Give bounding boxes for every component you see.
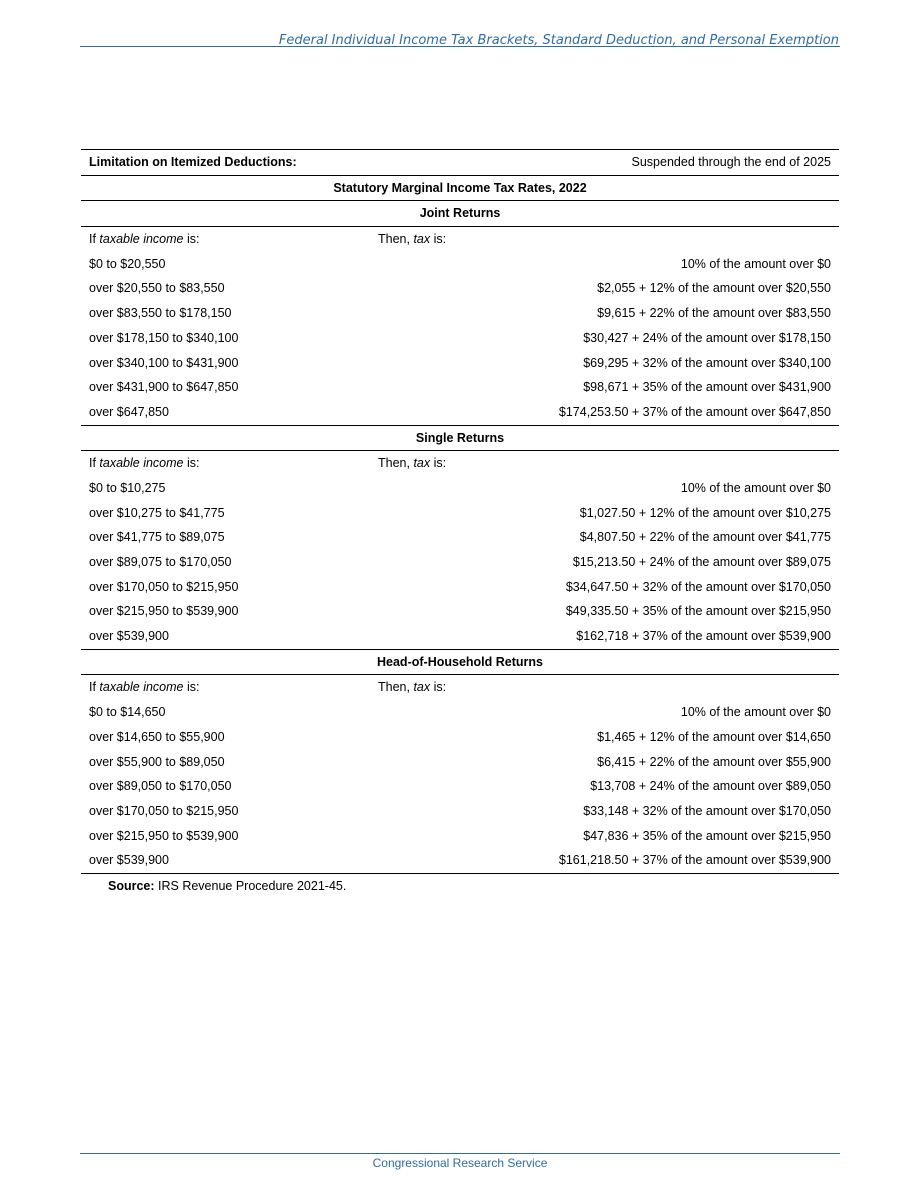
tax-amount: $2,055 + 12% of the amount over $20,550 xyxy=(597,281,831,296)
table-row xyxy=(81,848,839,874)
rates-title: Statutory Marginal Income Tax Rates, 2022 xyxy=(333,180,587,195)
tax-amount: $161,218.50 + 37% of the amount over $539,900 xyxy=(558,853,831,868)
header-italic: tax xyxy=(413,680,431,695)
column-header-row xyxy=(81,226,839,252)
income-range: over $340,100 to $431,900 xyxy=(89,355,239,370)
section-title-row xyxy=(81,200,839,226)
tax-amount: $30,427 + 24% of the amount over $178,150 xyxy=(583,330,831,345)
table-row xyxy=(81,550,839,575)
column-header-row xyxy=(81,674,839,700)
header-text: Then, xyxy=(378,232,414,247)
limitation-value: Suspended through the end of 2025 xyxy=(631,155,831,169)
income-range: $0 to $10,275 xyxy=(89,480,166,495)
table-row xyxy=(81,824,839,849)
table-row xyxy=(81,624,839,649)
tax-amount: $34,647.50 + 32% of the amount over $170,050 xyxy=(565,579,831,594)
footer-text: Congressional Research Service xyxy=(372,1156,548,1170)
source-label: Source: xyxy=(108,879,155,893)
table-row xyxy=(81,301,839,326)
tax-amount: $98,671 + 35% of the amount over $431,900 xyxy=(583,380,831,395)
header-text: is: xyxy=(430,232,447,247)
tax-table xyxy=(81,149,839,874)
income-range: over $215,950 to $539,900 xyxy=(89,828,239,843)
income-column-header xyxy=(89,451,199,476)
tax-amount: $4,807.50 + 22% of the amount over $41,775 xyxy=(579,530,831,545)
tax-amount: $174,253.50 + 37% of the amount over $647,850 xyxy=(558,404,831,419)
tax-amount: 10% of the amount over $0 xyxy=(680,705,831,720)
limitation-row xyxy=(81,149,839,175)
income-range: $0 to $20,550 xyxy=(89,256,166,271)
header-text: Then, xyxy=(378,456,414,471)
tax-amount: $162,718 + 37% of the amount over $539,900 xyxy=(576,629,831,644)
header-text: is: xyxy=(183,232,200,247)
income-range: over $89,075 to $170,050 xyxy=(89,555,232,569)
header-italic: taxable income xyxy=(99,456,184,471)
table-row xyxy=(81,525,839,550)
header-text: is: xyxy=(430,456,447,471)
income-column-header xyxy=(89,675,199,700)
running-header-title: Federal Individual Income Tax Brackets, Standard Deduction, and Personal Exemption xyxy=(278,33,839,48)
table-row xyxy=(81,400,839,425)
table-row xyxy=(81,501,839,526)
income-range: over $55,900 to $89,050 xyxy=(89,754,225,769)
income-range: over $539,900 xyxy=(89,853,169,868)
tax-amount: $49,335.50 + 35% of the amount over $215,950 xyxy=(565,604,831,619)
income-range: over $83,550 to $178,150 xyxy=(89,306,232,321)
section-title: Single Returns xyxy=(415,430,505,445)
header-italic: taxable income xyxy=(99,232,184,247)
header-text: is: xyxy=(183,680,200,695)
tax-column-header xyxy=(378,451,446,476)
footer-rule xyxy=(80,1153,840,1154)
table-row xyxy=(81,725,839,750)
tax-amount: $9,615 + 22% of the amount over $83,550 xyxy=(597,306,831,321)
income-range: over $170,050 to $215,950 xyxy=(89,803,239,818)
income-range: over $20,550 to $83,550 xyxy=(89,281,225,296)
rates-title-row xyxy=(81,175,839,201)
table-row xyxy=(81,700,839,725)
table-row xyxy=(81,599,839,624)
tax-amount: $1,027.50 + 12% of the amount over $10,275 xyxy=(579,505,831,520)
tax-amount: 10% of the amount over $0 xyxy=(680,480,831,495)
tax-column-header xyxy=(378,227,446,252)
table-row xyxy=(81,750,839,775)
table-row xyxy=(81,476,839,501)
income-range: over $431,900 to $647,850 xyxy=(89,380,239,395)
income-range: over $215,950 to $539,900 xyxy=(89,604,239,619)
section-title-row xyxy=(81,425,839,451)
income-range: over $539,900 xyxy=(89,629,169,644)
income-column-header xyxy=(89,227,199,252)
table-row xyxy=(81,774,839,799)
section-title-row xyxy=(81,649,839,675)
limitation-label: Limitation on Itemized Deductions: xyxy=(89,155,297,169)
income-range: over $14,650 to $55,900 xyxy=(89,729,225,744)
header-text: If xyxy=(89,456,100,471)
tax-column-header xyxy=(378,675,446,700)
income-range: over $647,850 xyxy=(89,404,169,419)
tax-amount: 10% of the amount over $0 xyxy=(680,256,831,271)
header-italic: tax xyxy=(413,232,431,247)
income-range: over $170,050 to $215,950 xyxy=(89,579,239,594)
table-row xyxy=(81,799,839,824)
sections-container xyxy=(81,200,839,874)
header-text: If xyxy=(89,232,100,247)
source-note xyxy=(108,879,346,893)
header-italic: taxable income xyxy=(99,680,184,695)
header-text: is: xyxy=(430,680,447,695)
income-range: over $89,050 to $170,050 xyxy=(89,779,232,794)
header-italic: tax xyxy=(413,456,431,471)
source-text: IRS Revenue Procedure 2021-45. xyxy=(154,879,347,893)
table-row xyxy=(81,276,839,301)
income-range: $0 to $14,650 xyxy=(89,705,166,720)
header-text: If xyxy=(89,680,100,695)
tax-amount: $33,148 + 32% of the amount over $170,050 xyxy=(583,803,831,818)
table-row xyxy=(81,575,839,600)
table-row xyxy=(81,375,839,400)
income-range: over $178,150 to $340,100 xyxy=(89,330,239,345)
column-header-row xyxy=(81,450,839,476)
section-title: Head-of-Household Returns xyxy=(377,654,543,669)
table-row xyxy=(81,326,839,351)
header-text: is: xyxy=(183,456,200,471)
tax-amount: $1,465 + 12% of the amount over $14,650 xyxy=(597,729,831,744)
income-range: over $41,775 to $89,075 xyxy=(89,530,225,545)
income-range: over $10,275 to $41,775 xyxy=(89,505,225,520)
section-title: Joint Returns xyxy=(419,206,501,221)
table-row xyxy=(81,252,839,277)
tax-amount: $13,708 + 24% of the amount over $89,050 xyxy=(590,779,831,794)
header-rule xyxy=(80,46,840,47)
tax-amount: $15,213.50 + 24% of the amount over $89,075 xyxy=(572,555,831,569)
header-text: Then, xyxy=(378,680,414,695)
table-row xyxy=(81,351,839,376)
tax-amount: $69,295 + 32% of the amount over $340,100 xyxy=(583,355,831,370)
tax-amount: $47,836 + 35% of the amount over $215,950 xyxy=(583,828,831,843)
tax-amount: $6,415 + 22% of the amount over $55,900 xyxy=(597,754,831,769)
